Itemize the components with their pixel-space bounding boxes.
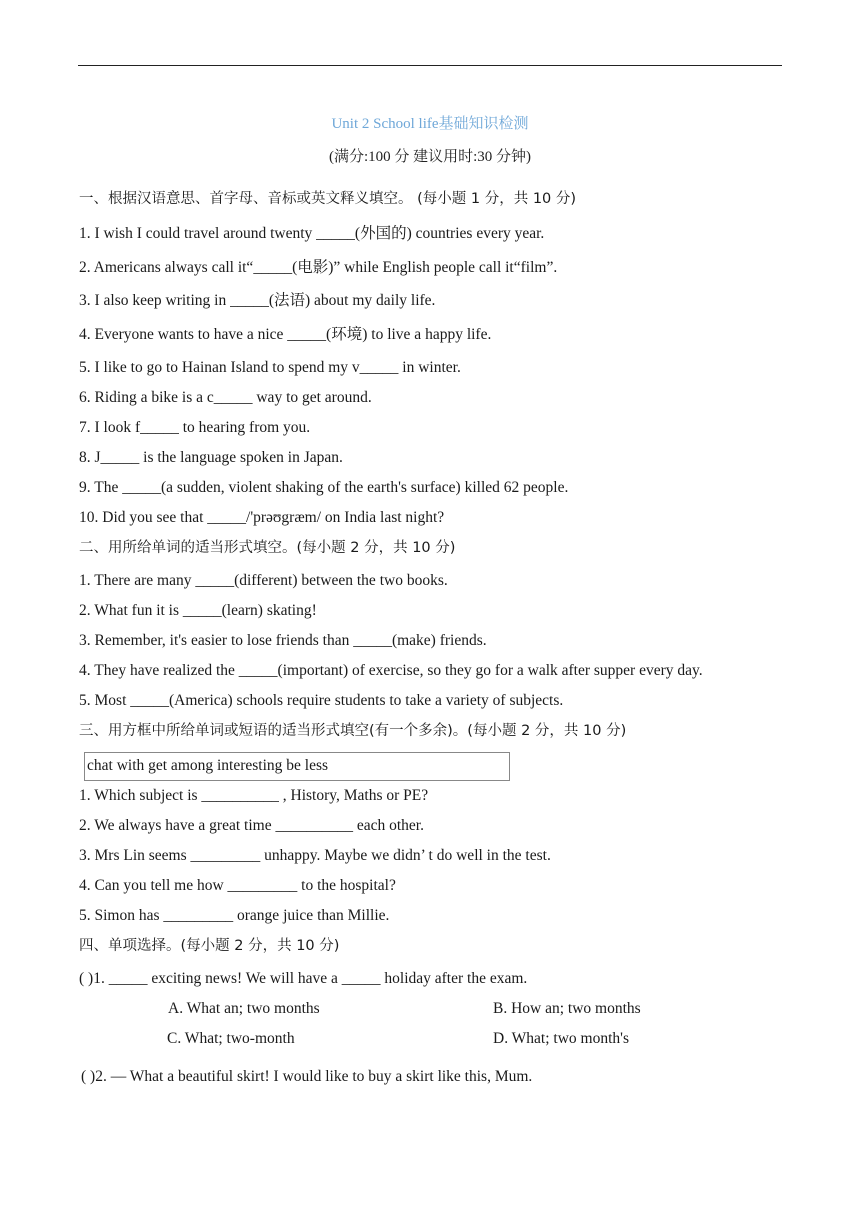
- section1-item: 2. Americans always call it“_____(电影)” while English people call it“film”.: [79, 259, 558, 276]
- section1-item: 9. The _____(a sudden, violent shaking of the earth's surface) killed 62 people.: [79, 479, 569, 496]
- question-1-option-b: B. How an; two months: [493, 1000, 641, 1017]
- section1-item: 5. I like to go to Hainan Island to spend my v_____ in winter.: [79, 359, 461, 376]
- section1-item: 6. Riding a bike is a c_____ way to get around.: [79, 389, 372, 406]
- section2-heading: 二、用所给单词的适当形式填空。(每小题 2 分，共 10 分): [79, 540, 456, 556]
- section3-item: 3. Mrs Lin seems _________ unhappy. Maybe we didn’ t do well in the test.: [79, 847, 551, 864]
- section1-item: 1. I wish I could travel around twenty _____(外国的) countries every year.: [79, 225, 545, 242]
- section3-item: 4. Can you tell me how _________ to the hospital?: [79, 877, 396, 894]
- section1-heading: 一、根据汉语意思、首字母、音标或英文释义填空。 (每小题 1 分，共 10 分): [79, 191, 577, 207]
- section2-item: 4. They have realized the _____(important) of exercise, so they go for a walk after supper every day.: [79, 662, 703, 679]
- section2-item: 3. Remember, it's easier to lose friends than _____(make) friends.: [79, 632, 487, 649]
- question-2-stem: ( )2. — What a beautiful skirt! I would like to buy a skirt like this, Mum.: [81, 1068, 533, 1085]
- section1-item: 8. J_____ is the language spoken in Japan.: [79, 449, 343, 466]
- word-box: chat with get among interesting be less: [84, 752, 510, 781]
- section3-item: 2. We always have a great time __________ each other.: [79, 817, 424, 834]
- section1-item: 7. I look f_____ to hearing from you.: [79, 419, 311, 436]
- question-1-option-d: D. What; two month's: [493, 1030, 629, 1047]
- section1-item: 3. I also keep writing in _____(法语) about my daily life.: [79, 292, 436, 309]
- section2-item: 5. Most _____(America) schools require students to take a variety of subjects.: [79, 692, 564, 709]
- question-1-stem: ( )1. _____ exciting news! We will have a _____ holiday after the exam.: [79, 970, 528, 987]
- section2-item: 2. What fun it is _____(learn) skating!: [79, 602, 317, 619]
- section3-item: 1. Which subject is __________ , History, Maths or PE?: [79, 787, 429, 804]
- page-title: Unit 2 School life基础知识检测: [331, 116, 529, 132]
- question-1-option-a: A. What an; two months: [168, 1000, 320, 1017]
- page-subtitle: (满分:100 分 建议用时:30 分钟): [328, 149, 532, 165]
- top-rule: [78, 65, 782, 66]
- question-1-option-c: C. What; two-month: [167, 1030, 295, 1047]
- section3-item: 5. Simon has _________ orange juice than Millie.: [79, 907, 390, 924]
- section3-heading: 三、用方框中所给单词或短语的适当形式填空(有一个多余)。(每小题 2 分，共 10 分): [79, 723, 627, 739]
- section2-item: 1. There are many _____(different) between the two books.: [79, 572, 448, 589]
- section4-heading: 四、单项选择。(每小题 2 分，共 10 分): [79, 938, 340, 954]
- section1-item: 4. Everyone wants to have a nice _____(环境) to live a happy life.: [79, 326, 492, 343]
- section1-item: 10. Did you see that _____/'prəʊgræm/ on India last night?: [79, 509, 445, 526]
